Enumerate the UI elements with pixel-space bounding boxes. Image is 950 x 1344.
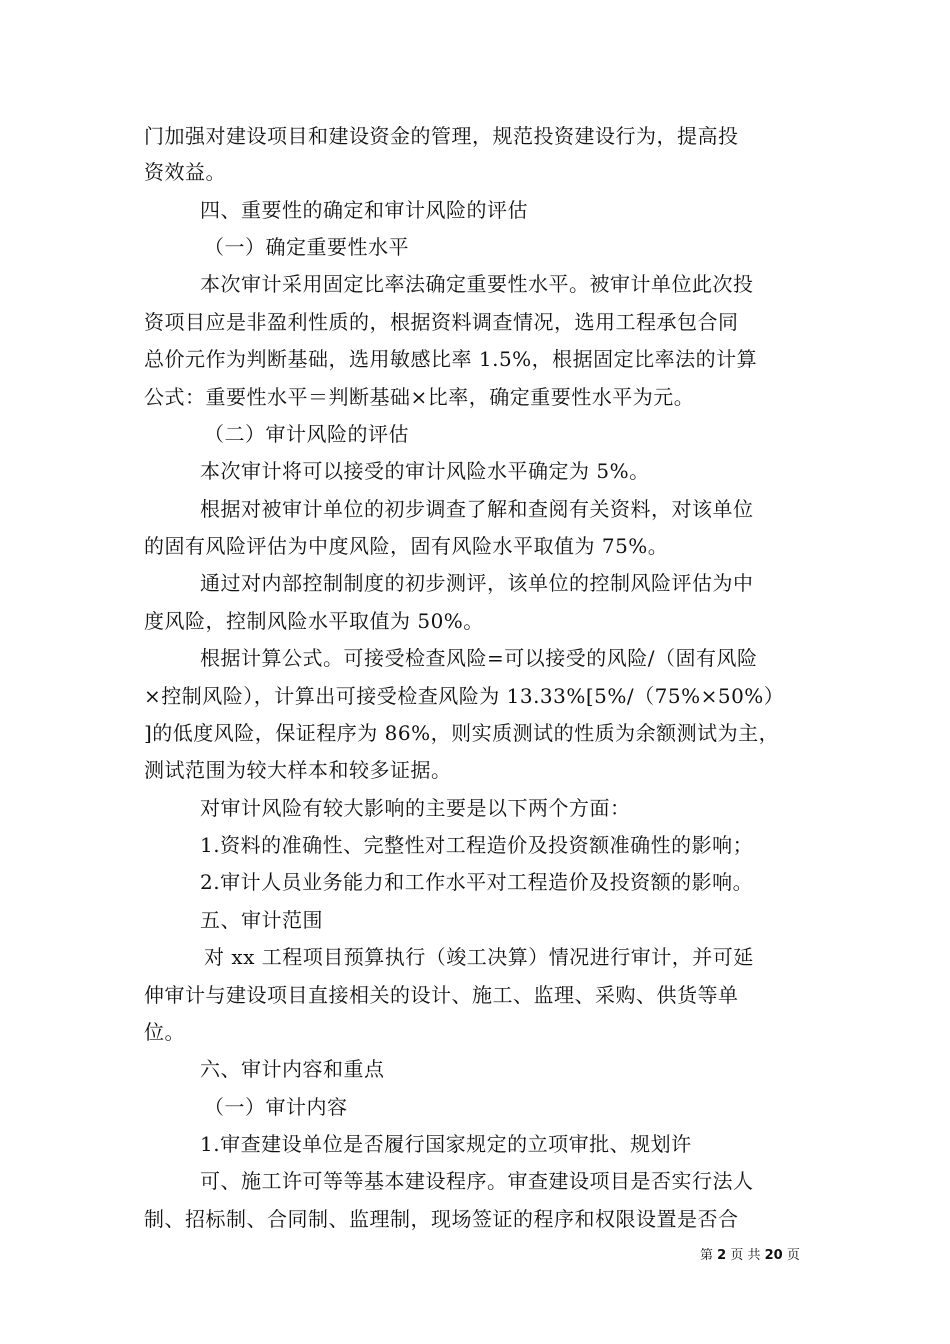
paragraph-line: 对 xx 工程项目预算执行（竣工决算）情况进行审计，并可延	[204, 945, 754, 969]
section-heading: 六、审计内容和重点	[200, 1057, 385, 1081]
paragraph-line: 根据对被审计单位的初步调查了解和查阅有关资料，对该单位	[200, 497, 754, 521]
paragraph-line: 通过对内部控制制度的初步测评，该单位的控制风险评估为中	[200, 571, 754, 595]
paragraph-line: 门加强对建设项目和建设资金的管理，规范投资建设行为，提高投	[144, 124, 739, 148]
page-number-footer	[700, 1247, 800, 1265]
footer-prefix: 第	[700, 1248, 714, 1263]
paragraph-line: 制、招标制、合同制、监理制，现场签证的程序和权限设置是否合	[144, 1207, 739, 1231]
paragraph-line: 度风险，控制风险水平取值为 50%。	[144, 609, 484, 633]
paragraph-line: ×控制风险），计算出可接受检查风险为 13.33%[5%/（75%×50%）	[144, 684, 785, 708]
paragraph-line: 总价元作为判断基础，选用敏感比率 1.5%，根据固定比率法的计算	[144, 347, 758, 371]
paragraph-line: 可、施工许可等等基本建设程序。审查建设项目是否实行法人	[200, 1169, 754, 1193]
footer-middle: 页 共	[730, 1248, 761, 1263]
subsection-heading: （一）审计内容	[204, 1095, 348, 1119]
subsection-heading: （一）确定重要性水平	[204, 235, 409, 259]
subsection-heading: （二）审计风险的评估	[204, 422, 409, 446]
paragraph-line: 测试范围为较大样本和较多证据。	[144, 758, 452, 782]
section-heading: 四、重要性的确定和审计风险的评估	[200, 198, 528, 222]
paragraph-line: 本次审计采用固定比率法确定重要性水平。被审计单位此次投	[200, 272, 754, 296]
total-page-count: 20	[764, 1248, 783, 1263]
paragraph-line: 本次审计将可以接受的审计风险水平确定为 5%。	[200, 459, 650, 483]
list-item: 1.审查建设单位是否履行国家规定的立项审批、规划许	[200, 1132, 692, 1156]
paragraph-line: 资效益。	[144, 160, 226, 184]
footer-suffix: 页	[786, 1248, 800, 1263]
list-item: 2.审计人员业务能力和工作水平对工程造价及投资额的影响。	[200, 870, 754, 894]
paragraph-line: 公式：重要性水平＝判断基础×比率，确定重要性水平为元。	[144, 385, 695, 409]
paragraph-line: 伸审计与建设项目直接相关的设计、施工、监理、采购、供货等单	[144, 983, 739, 1007]
paragraph-line: 对审计风险有较大影响的主要是以下两个方面：	[200, 796, 631, 820]
paragraph-line: ]的低度风险，保证程序为 86%，则实质测试的性质为余额测试为主，	[144, 721, 780, 745]
list-item: 1.资料的准确性、完整性对工程造价及投资额准确性的影响；	[200, 833, 754, 857]
paragraph-line: 资项目应是非盈利性质的，根据资料调查情况，选用工程承包合同	[144, 310, 739, 334]
paragraph-line: 根据计算公式。可接受检查风险=可以接受的风险/（固有风险	[200, 646, 758, 670]
paragraph-line: 位。	[144, 1020, 185, 1044]
section-heading: 五、审计范围	[200, 908, 323, 932]
paragraph-line: 的固有风险评估为中度风险，固有风险水平取值为 75%。	[144, 534, 669, 558]
current-page-number: 2	[717, 1248, 727, 1263]
